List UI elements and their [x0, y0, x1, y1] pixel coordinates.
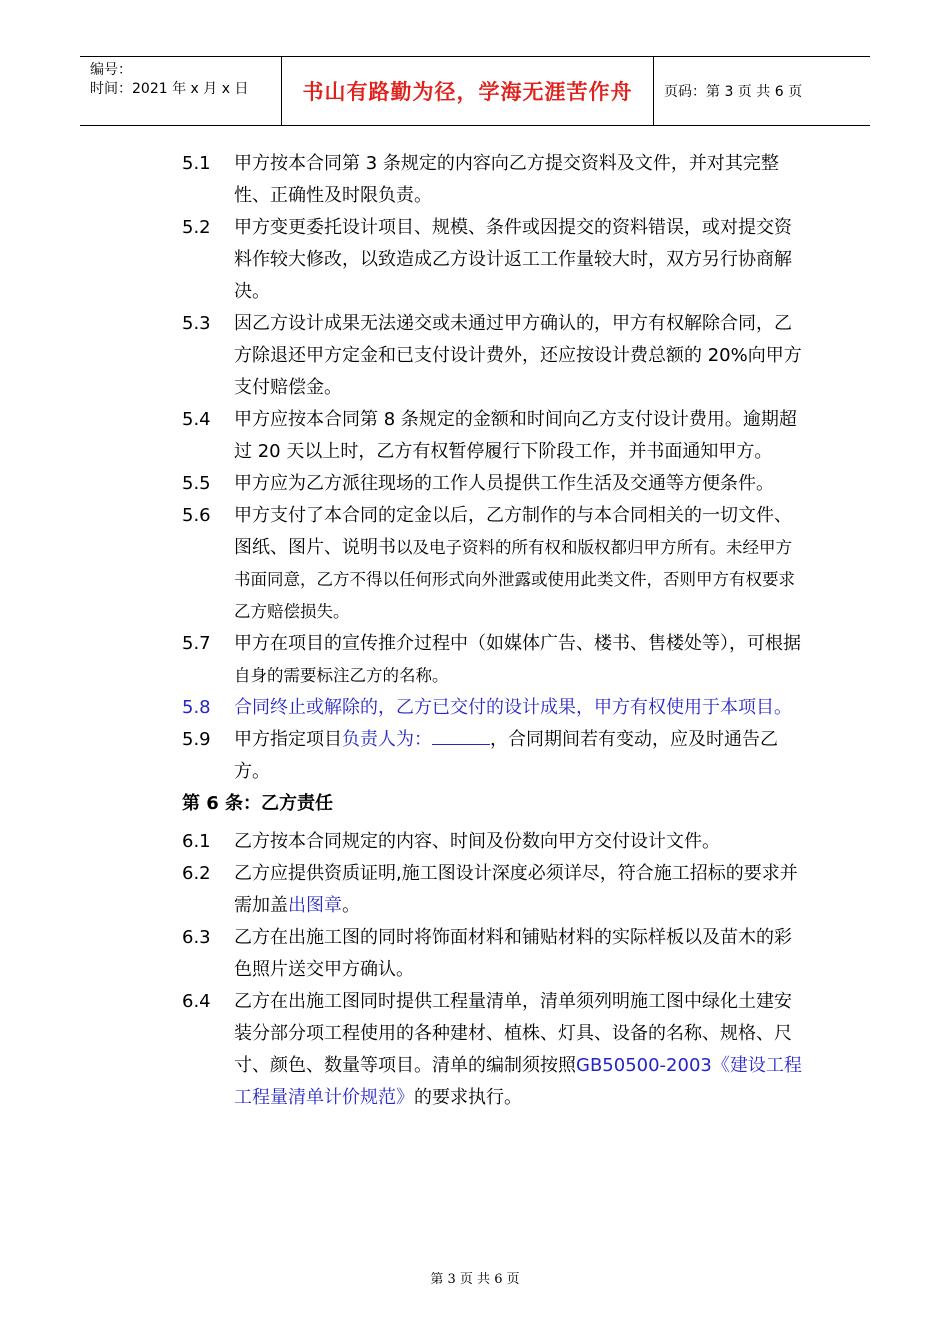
clause-number: 5.5 — [182, 473, 211, 494]
clause-6-2 — [182, 858, 822, 922]
clause-5-2 — [182, 212, 822, 308]
blank-field — [432, 726, 490, 745]
clause-5-9 — [182, 724, 822, 788]
clause-text: 甲方应为乙方派往现场的工作人员提供工作生活及交通等方便条件。 — [234, 473, 774, 494]
clause-5-1 — [182, 148, 822, 212]
clause-6-3 — [182, 922, 822, 986]
clause-number: 5.3 — [182, 313, 211, 334]
section-heading: 第 6 条：乙方责任 — [182, 793, 334, 814]
clause-number: 6.1 — [182, 831, 211, 852]
clause-text-part: 乙方应提供资质证明,施工图设计深度必须详尽，符合施工招标的要求并需加盖 — [234, 863, 798, 916]
clause-5-3 — [182, 308, 822, 404]
clause-number: 5.7 — [182, 633, 211, 654]
document-date: 时间：2021 年 x 月 x 日 — [90, 81, 249, 97]
standard-reference: GB50500-2003《建设工程工程量清单计价规范》 — [234, 1055, 802, 1108]
clause-text: 甲方应按本合同第 8 条规定的金额和时间向乙方支付设计费用。逾期超过 20 天以上时，乙方有权暂停履行下阶段工作，并书面通知甲方。 — [234, 409, 797, 462]
clause-text: 合同终止或解除的，乙方已交付的设计成果，甲方有权使用于本项目。 — [234, 697, 792, 718]
clause-6-1 — [182, 826, 822, 858]
clause-text-part: 出图章 — [288, 895, 342, 916]
clause-text: 因乙方设计成果无法递交或未通过甲方确认的，甲方有权解除合同，乙方除退还甲方定金和已支付设计费外，还应按设计费总额的 20%向甲方支付赔偿金。 — [234, 313, 802, 398]
header-meta — [80, 57, 282, 125]
clause-5-5 — [182, 468, 822, 500]
clause-number: 5.9 — [182, 729, 211, 750]
clause-text: 甲方按本合同第 3 条规定的内容向乙方提交资料及文件，并对其完整性、正确性及时限负责。 — [234, 153, 779, 206]
clause-text — [234, 500, 804, 628]
clause-text: 乙方按本合同规定的内容、时间及份数向甲方交付设计文件。 — [234, 831, 720, 852]
clause-text-part: ，合同期间若有变动，应及时通告乙方。 — [234, 729, 778, 782]
clause-text-part: 乙方在出施工图同时提供工程量清单，清单须列明施工图中绿化土建安装分部分项工程使用的各种建材、植株、灯具、设备的名称、规格、尺寸、颜色、数量等项目。清单的编制须按照 — [234, 991, 792, 1076]
clause-number: 5.8 — [182, 697, 211, 718]
clause-5-6 — [182, 500, 822, 628]
clause-number: 6.4 — [182, 991, 211, 1012]
clause-text-part: 负责人为： — [342, 729, 432, 750]
clause-5-4 — [182, 404, 822, 468]
clause-text — [234, 628, 804, 692]
page-header — [80, 56, 870, 126]
clause-5-7 — [182, 628, 822, 692]
clause-text-part: 甲方在项目的宣传推介过程中（如媒体广告、楼书、售楼处等），可根据 — [234, 633, 801, 654]
clause-text: 甲方变更委托设计项目、规模、条件或因提交的资料错误，或对提交资料作较大修改，以致造成乙方设计返工工作量较大时，双方另行协商解决。 — [234, 217, 792, 302]
clause-text-part: 自身的需要标注乙方的名称。 — [234, 666, 449, 685]
page-footer: 第 3 页 共 6 页 — [430, 1272, 520, 1287]
header-page-info: 页码：第 3 页 共 6 页 — [664, 84, 803, 100]
clause-number: 5.6 — [182, 505, 211, 526]
document-number-label: 编号： — [90, 62, 132, 78]
clause-5-8 — [182, 692, 822, 724]
clause-text: 乙方在出施工图的同时将饰面材料和铺贴材料的实际样板以及苗木的彩色照片送交甲方确认。 — [234, 927, 792, 980]
clause-number: 6.2 — [182, 863, 211, 884]
clause-number: 5.4 — [182, 409, 211, 430]
clause-text-part: 甲方支付了本合同的定金以后，乙方制作的与本合同相关的一切文件、图纸、图片、说明书 — [234, 505, 792, 558]
clause-number: 5.2 — [182, 217, 211, 238]
clause-6-4 — [182, 986, 822, 1114]
clause-text — [234, 986, 804, 1114]
contract-body — [182, 148, 822, 1114]
clause-text — [234, 858, 804, 922]
clause-text-part: 的要求执行。 — [414, 1087, 522, 1108]
clause-text-part: 甲方指定项目 — [234, 729, 342, 750]
clause-text-part: 。 — [342, 895, 360, 916]
clause-text-part: 以及电子资料的所有权和版权都归甲方所有。未经甲方书面同意，乙方不得以任何形式向外泄露或使用此类文件，否则甲方有权要求乙方赔偿损失。 — [234, 538, 795, 621]
header-motto: 书山有路勤为径，学海无涯苦作舟 — [282, 57, 654, 125]
clause-text — [234, 724, 804, 788]
clause-number: 6.3 — [182, 927, 211, 948]
clause-number: 5.1 — [182, 153, 211, 174]
